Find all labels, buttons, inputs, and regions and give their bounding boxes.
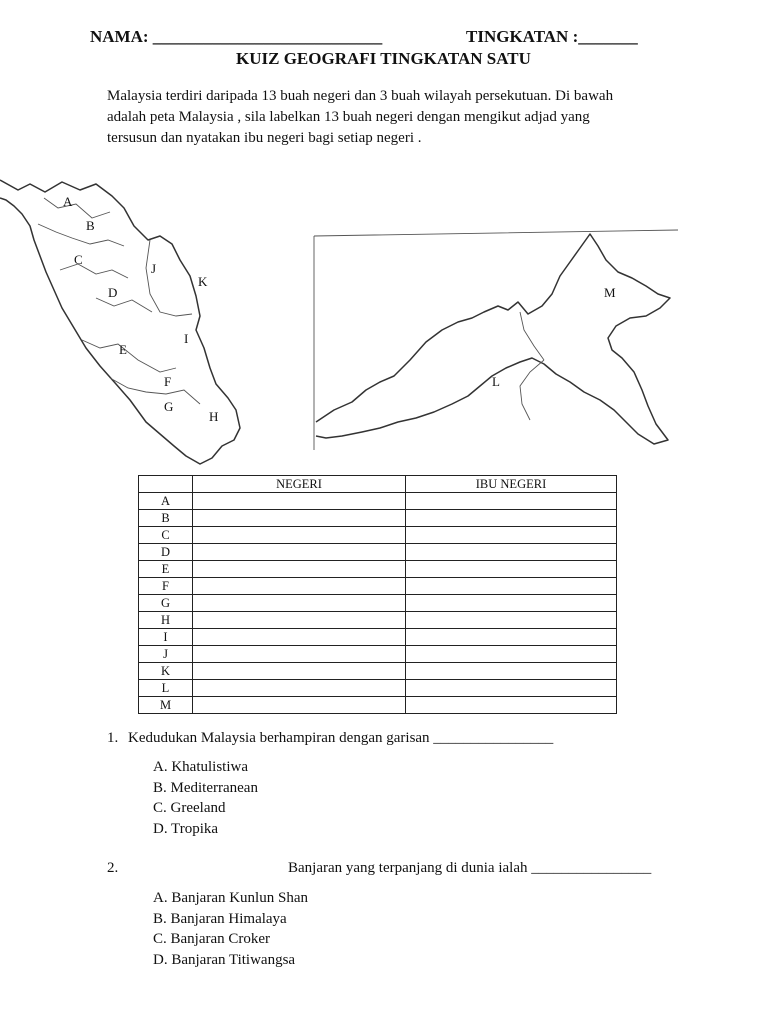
column-header-ibu-negeri: IBU NEGERI	[406, 476, 617, 493]
ibu-negeri-cell[interactable]	[406, 510, 617, 527]
table-row	[139, 612, 617, 629]
map-label-a: A	[63, 194, 73, 209]
ibu-negeri-cell[interactable]	[406, 680, 617, 697]
negeri-cell[interactable]	[193, 697, 406, 714]
negeri-cell[interactable]	[193, 527, 406, 544]
ibu-negeri-cell[interactable]	[406, 578, 617, 595]
row-label: E	[139, 561, 193, 578]
negeri-cell[interactable]	[193, 578, 406, 595]
table-row	[139, 578, 617, 595]
instructions-line: Malaysia terdiri daripada 13 buah negeri dan 3 buah wilayah persekutuan. Di bawah	[107, 88, 614, 104]
map-frame	[314, 230, 678, 450]
question-1	[107, 730, 553, 747]
negeri-cell[interactable]	[193, 561, 406, 578]
row-label: A	[139, 493, 193, 510]
negeri-cell[interactable]	[193, 595, 406, 612]
page-title: KUIZ GEOGRAFI TINGKATAN SATU	[236, 49, 531, 68]
map-label-b: B	[86, 218, 95, 233]
question-2-options	[153, 888, 308, 970]
option-c[interactable]: C. Banjaran Croker	[153, 931, 271, 947]
borneo-outline	[316, 234, 670, 444]
option-d[interactable]: D. Banjaran Titiwangsa	[153, 951, 296, 968]
ibu-negeri-cell[interactable]	[406, 646, 617, 663]
table-row	[139, 595, 617, 612]
map-label-d: D	[108, 285, 118, 300]
map-label-g: G	[164, 399, 174, 414]
row-label: I	[139, 629, 193, 646]
question-2-number: 2.	[107, 860, 119, 876]
table-row	[139, 493, 617, 510]
table-header-row	[139, 476, 617, 493]
peninsular-malaysia-map	[0, 178, 270, 468]
column-header-label	[139, 476, 193, 493]
ibu-negeri-cell[interactable]	[406, 493, 617, 510]
negeri-cell[interactable]	[193, 629, 406, 646]
table-row	[139, 510, 617, 527]
row-label: D	[139, 544, 193, 561]
table-row	[139, 680, 617, 697]
negeri-cell[interactable]	[193, 510, 406, 527]
question-2-text: Banjaran yang terpanjang di dunia ialah ________________	[288, 860, 652, 876]
question-number: 1.	[107, 730, 119, 746]
option-a[interactable]: A. Banjaran Kunlun Shan	[153, 890, 308, 906]
instructions-line: adalah peta Malaysia , sila labelkan 13 buah negeri dengan mengikut adjad yang	[107, 109, 590, 125]
option-b[interactable]: B. Mediterranean	[153, 779, 258, 796]
row-label: F	[139, 578, 193, 595]
map-label-i: I	[184, 331, 189, 346]
table-row	[139, 646, 617, 663]
table-row	[139, 629, 617, 646]
ibu-negeri-cell[interactable]	[406, 544, 617, 561]
negeri-cell[interactable]	[193, 544, 406, 561]
ibu-negeri-cell[interactable]	[406, 595, 617, 612]
negeri-cell[interactable]	[193, 493, 406, 510]
instructions	[107, 86, 707, 149]
map-label-m: M	[604, 285, 616, 300]
ibu-negeri-cell[interactable]	[406, 697, 617, 714]
row-label: G	[139, 595, 193, 612]
map-label-h: H	[209, 409, 219, 424]
row-label: H	[139, 612, 193, 629]
state-borders	[38, 198, 200, 404]
ibu-negeri-cell[interactable]	[406, 561, 617, 578]
map-label-k: K	[198, 274, 208, 289]
column-header-negeri: NEGERI	[193, 476, 406, 493]
negeri-cell[interactable]	[193, 663, 406, 680]
option-a[interactable]: A. Khatulistiwa	[153, 759, 248, 775]
table-row	[139, 544, 617, 561]
question-text: Kedudukan Malaysia berhampiran dengan garisan ________________	[128, 730, 554, 746]
answer-table	[138, 475, 617, 714]
row-label: B	[139, 510, 193, 527]
tingkatan-field[interactable]: TINGKATAN :_______	[466, 27, 638, 46]
option-d[interactable]: D. Tropika	[153, 820, 219, 837]
nama-field[interactable]: NAMA: ___________________________	[90, 27, 383, 46]
row-label: M	[139, 697, 193, 714]
row-label: C	[139, 527, 193, 544]
ibu-negeri-cell[interactable]	[406, 527, 617, 544]
ibu-negeri-cell[interactable]	[406, 612, 617, 629]
ibu-negeri-cell[interactable]	[406, 629, 617, 646]
map-label-e: E	[119, 342, 127, 357]
map-label-f: F	[164, 374, 172, 389]
peninsula-outline	[0, 180, 240, 464]
ibu-negeri-cell[interactable]	[406, 663, 617, 680]
map-label-c: C	[74, 252, 83, 267]
map-label-l: L	[492, 374, 500, 389]
negeri-cell[interactable]	[193, 646, 406, 663]
map-label-j: J	[151, 261, 157, 276]
borneo-map	[308, 226, 688, 456]
table-row	[139, 527, 617, 544]
option-c[interactable]: C. Greeland	[153, 800, 226, 816]
state-border	[520, 312, 544, 420]
table-row	[139, 561, 617, 578]
question-1-options	[153, 757, 258, 839]
instructions-line: tersusun dan nyatakan ibu negeri bagi setiap negeri .	[107, 130, 422, 146]
option-b[interactable]: B. Banjaran Himalaya	[153, 910, 287, 927]
row-label: K	[139, 663, 193, 680]
table-row	[139, 697, 617, 714]
negeri-cell[interactable]	[193, 680, 406, 697]
row-label: L	[139, 680, 193, 697]
table-row	[139, 663, 617, 680]
row-label: J	[139, 646, 193, 663]
negeri-cell[interactable]	[193, 612, 406, 629]
